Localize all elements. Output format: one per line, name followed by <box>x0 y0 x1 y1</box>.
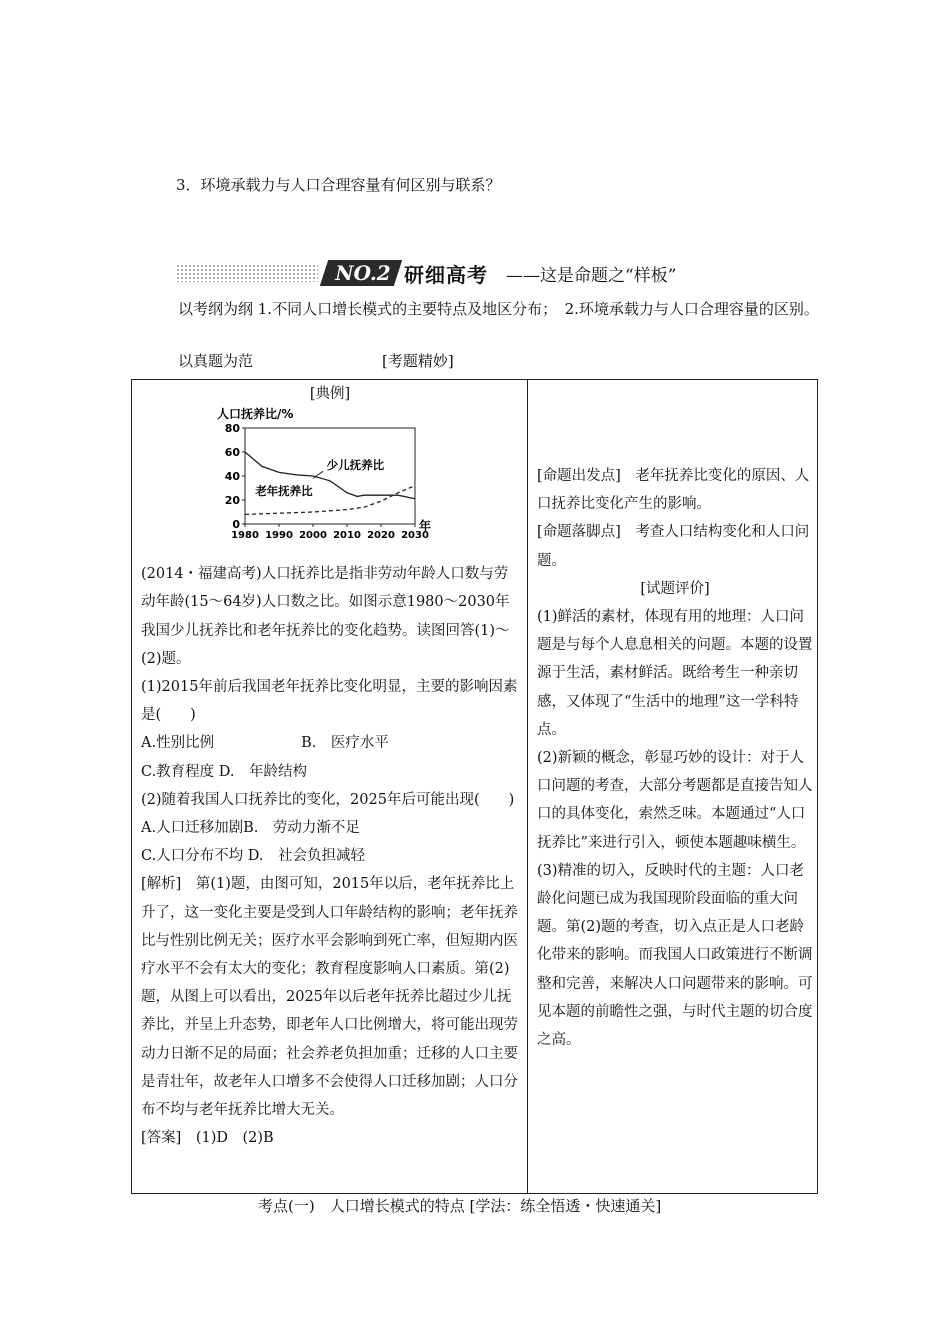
series-label-child: 少儿抚养比 <box>326 457 385 472</box>
chart-y-tick-label: 80 <box>224 422 240 435</box>
chart-frame <box>245 428 415 524</box>
question-2: (2)随着我国人口抚养比的变化，2025年后可能出现( ) <box>141 791 515 808</box>
banner-badge: NO.2 <box>335 261 391 285</box>
chart-plot-area <box>225 422 431 541</box>
jingmiao-label: [考题精妙] <box>382 352 454 370</box>
target-point: [命题落脚点] 考查人口结构变化和人口问题。 <box>537 524 810 569</box>
chart-y-tick-label: 40 <box>224 470 240 483</box>
chart-x-tick-label: 2030 <box>401 530 429 541</box>
banner-title: 研细高考 <box>404 263 488 287</box>
chart-x-tick-label: 2000 <box>299 530 327 541</box>
table-divider <box>527 379 528 1194</box>
eval-paragraph-1: (1)鲜活的素材，体现有用的地理：人口问题是与每个人息息相关的问题。本题的设置源于生活，素材鲜活。既给考生一种亲切感，又体现了“生活中的地理”这一学科特点。 <box>537 609 813 738</box>
question-2-options-cd: C.人口分布不均 D. 社会负担减轻 <box>141 848 366 865</box>
chart-y-tick-label: 20 <box>224 494 240 507</box>
series-label-elderly: 老年抚养比 <box>255 484 313 499</box>
answer: [答案] (1)D (2)B <box>141 1130 274 1147</box>
question-2-options-ab: A.人口迁移加剧B. 劳动力渐不足 <box>141 820 360 837</box>
chart-x-tick-label: 1980 <box>231 530 259 541</box>
analysis: [解析] 第(1)题，由图可知，2015年以后，老年抚养比上升了，这一变化主要是受到人口年龄结构的影响；老年抚养比与性别比例无关；医疗水平会影响到死亡率，但短期内医疗水平不会有太大的变化；教育程度影响人口素质。第(2)题，从图上可以看出，2025年以后老年抚养比超过少儿抚养比，并呈上升态势，即老年人口比例增大，将可能出现劳动力日渐不足的局面；社会养老负担加重；迁移的人口主要是青壮年，故老年人口增多不会使得人口迁移加剧；人口分布不均与老年抚养比增大无关。 <box>141 876 518 1119</box>
example-header: [典例] <box>309 386 351 402</box>
section-banner <box>176 256 736 290</box>
banner-dot-pattern <box>176 264 318 282</box>
question-1: (1)2015年前后我国老年抚养比变化明显，主要的影响因素是( ) <box>141 679 518 724</box>
chart-y-tick-label: 0 <box>232 518 240 531</box>
footer-topic: 考点(一) 人口增长模式的特点 [学法：练全悟透・快速通关] <box>258 1197 662 1215</box>
chart-x-tick-label: 2020 <box>367 530 395 541</box>
dependency-ratio-chart <box>215 404 445 544</box>
example-intro: (2014・福建高考)人口抚养比是指非劳动年龄人口数与劳动年龄(15～64岁)人口数之比。如图示意1980～2030年我国少儿抚养比和老年抚养比的变化趋势。读图回答(1)～(2)题。 <box>141 566 510 667</box>
banner-subtitle: ——这是命题之“样板” <box>506 266 677 286</box>
fan-label: 以真题为范 <box>178 352 254 370</box>
eval-header: [试题评价] <box>640 580 710 597</box>
eval-paragraph-2: (2)新颖的概念，彰显巧妙的设计：对于人口问题的考查，大部分考题都是直接告知人口的具体变化，索然乏味。本题通过“人口抚养比”来进行引入，顿使本题趣味横生。 <box>537 750 813 851</box>
right-column <box>537 462 813 1054</box>
syllabus-text: 以考纲为纲 1.不同人口增长模式的主要特点及地区分布； 2.环境承载力与人口合理容量的区别。 <box>178 300 819 318</box>
question-1-options-cd: C.教育程度 D. 年龄结构 <box>141 763 308 780</box>
question-1-options-ab: A.性别比例 B. 医疗水平 <box>141 735 389 752</box>
chart-ylabel: 人口抚养比/% <box>217 407 294 421</box>
question-3: 3．环境承载力与人口合理容量有何区别与联系？ <box>176 176 501 194</box>
chart-y-tick-label: 60 <box>224 446 240 459</box>
chart-x-tick-label: 2010 <box>333 530 361 541</box>
chart-xlabel: 年 <box>419 519 432 533</box>
chart-x-tick-label: 1990 <box>265 530 293 541</box>
origin-point: [命题出发点] 老年抚养比变化的原因、人口抚养比变化产生的影响。 <box>537 468 810 513</box>
eval-paragraph-3: (3)精准的切入，反映时代的主题：人口老龄化问题已成为我国现阶段面临的重大问题。第(2)题的考查，切入点正是人口老龄化带来的影响。而我国人口政策进行不断调整和完善，来解决人口问题带来的影响。可见本题的前瞻性之强，与时代主题的切合度之高。 <box>537 862 813 1049</box>
